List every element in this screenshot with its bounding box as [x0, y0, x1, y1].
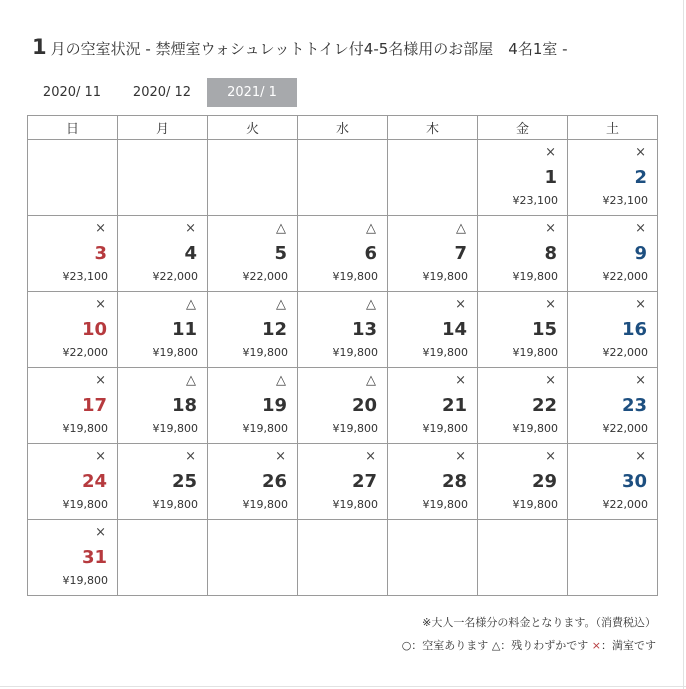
availability-mark: ×	[545, 449, 556, 464]
weekday-tue: 火	[208, 116, 298, 140]
price-note: ※大人一名様分の料金となります。（消費税込）	[422, 616, 656, 629]
availability-mark: △	[366, 221, 376, 236]
day-number: 13	[351, 319, 377, 340]
day-number: 17	[81, 395, 107, 416]
availability-mark: ×	[275, 449, 286, 464]
calendar-day-cell[interactable]	[568, 140, 658, 216]
day-price: ¥19,800	[332, 270, 378, 283]
legend-full-mark: ×	[591, 639, 601, 652]
calendar-empty-cell	[118, 140, 208, 216]
availability-mark: ×	[185, 449, 196, 464]
availability-mark: ×	[635, 449, 646, 464]
weekday-header-row	[28, 116, 658, 140]
calendar-empty-cell	[118, 520, 208, 596]
day-number: 12	[261, 319, 287, 340]
legend-few: △：残りわずかです	[491, 639, 589, 652]
calendar-week-row	[28, 444, 658, 520]
day-price: ¥19,800	[512, 422, 558, 435]
calendar-week-row	[28, 216, 658, 292]
calendar-day-cell[interactable]	[478, 292, 568, 368]
calendar-empty-cell	[388, 140, 478, 216]
day-number: 20	[351, 395, 377, 416]
calendar-day-cell[interactable]	[568, 216, 658, 292]
day-number: 8	[544, 243, 557, 264]
availability-mark: △	[366, 373, 376, 388]
availability-mark: △	[276, 373, 286, 388]
day-price: ¥19,800	[62, 574, 108, 587]
tab-2020-12[interactable]: 2020/ 12	[132, 85, 192, 100]
day-number: 4	[184, 243, 197, 264]
day-number: 22	[531, 395, 557, 416]
availability-mark: ×	[545, 297, 556, 312]
availability-mark: ×	[95, 525, 106, 540]
availability-mark: ×	[635, 373, 646, 388]
day-price: ¥19,800	[422, 346, 468, 359]
day-price: ¥19,800	[512, 346, 558, 359]
day-number: 31	[81, 547, 107, 568]
day-number: 3	[94, 243, 107, 264]
calendar-day-cell[interactable]	[118, 368, 208, 444]
calendar-day-cell[interactable]	[208, 444, 298, 520]
calendar-week-row	[28, 292, 658, 368]
calendar-week-row	[28, 140, 658, 216]
availability-mark: △	[186, 373, 196, 388]
calendar-empty-cell	[208, 520, 298, 596]
page-title	[32, 33, 568, 63]
day-price: ¥19,800	[332, 346, 378, 359]
day-price: ¥19,800	[62, 422, 108, 435]
day-price: ¥19,800	[332, 498, 378, 511]
day-price: ¥19,800	[62, 498, 108, 511]
calendar-week-row	[28, 368, 658, 444]
day-number: 11	[171, 319, 197, 340]
weekday-sat: 土	[568, 116, 658, 140]
weekday-fri: 金	[478, 116, 568, 140]
day-price: ¥23,100	[62, 270, 108, 283]
availability-mark: ×	[95, 373, 106, 388]
day-number: 6	[364, 243, 377, 264]
calendar-day-cell[interactable]	[478, 444, 568, 520]
day-number: 5	[274, 243, 287, 264]
calendar-day-cell[interactable]	[298, 216, 388, 292]
calendar-day-cell[interactable]	[298, 444, 388, 520]
day-price: ¥19,800	[332, 422, 378, 435]
day-number: 26	[261, 471, 287, 492]
weekday-sun: 日	[28, 116, 118, 140]
calendar-day-cell[interactable]	[208, 292, 298, 368]
day-price: ¥19,800	[422, 422, 468, 435]
calendar-empty-cell	[388, 520, 478, 596]
day-number: 16	[621, 319, 647, 340]
calendar-day-cell[interactable]	[568, 368, 658, 444]
calendar-day-cell[interactable]	[118, 444, 208, 520]
day-price: ¥19,800	[422, 270, 468, 283]
day-number: 27	[351, 471, 377, 492]
availability-mark: ×	[455, 373, 466, 388]
day-number: 14	[441, 319, 467, 340]
day-price: ¥22,000	[602, 346, 648, 359]
day-price: ¥19,800	[512, 498, 558, 511]
day-number: 10	[81, 319, 107, 340]
calendar-empty-cell	[208, 140, 298, 216]
calendar-day-cell[interactable]	[478, 140, 568, 216]
calendar-empty-cell	[298, 520, 388, 596]
day-number: 15	[531, 319, 557, 340]
availability-mark: ×	[455, 297, 466, 312]
calendar-day-cell[interactable]	[28, 292, 118, 368]
calendar-day-cell[interactable]	[478, 216, 568, 292]
frame-right-edge	[683, 0, 684, 689]
calendar-day-cell[interactable]	[478, 368, 568, 444]
calendar-day-cell[interactable]	[28, 216, 118, 292]
day-price: ¥19,800	[242, 346, 288, 359]
availability-mark: △	[366, 297, 376, 312]
calendar-day-cell[interactable]	[298, 292, 388, 368]
day-number: 2	[634, 167, 647, 188]
availability-mark: ×	[185, 221, 196, 236]
weekday-mon: 月	[118, 116, 208, 140]
availability-mark: ×	[95, 297, 106, 312]
tab-2020-11[interactable]: 2020/ 11	[42, 85, 102, 100]
day-number: 30	[621, 471, 647, 492]
calendar-day-cell[interactable]	[118, 216, 208, 292]
day-number: 7	[454, 243, 467, 264]
calendar-day-cell[interactable]	[388, 292, 478, 368]
day-number: 29	[531, 471, 557, 492]
day-price: ¥19,800	[512, 270, 558, 283]
title-month: 1	[32, 35, 47, 59]
availability-mark: △	[186, 297, 196, 312]
day-number: 21	[441, 395, 467, 416]
availability-mark: ×	[365, 449, 376, 464]
tab-2021-1[interactable]: 2021/ 1	[207, 78, 297, 107]
day-price: ¥19,800	[242, 422, 288, 435]
calendar-day-cell[interactable]	[388, 444, 478, 520]
calendar-day-cell[interactable]	[388, 368, 478, 444]
availability-mark: ×	[635, 297, 646, 312]
legend-available: ○：空室あります	[401, 639, 489, 652]
availability-mark: △	[276, 297, 286, 312]
availability-mark: ×	[95, 221, 106, 236]
day-price: ¥22,000	[152, 270, 198, 283]
weekday-wed: 水	[298, 116, 388, 140]
calendar-day-cell[interactable]	[298, 368, 388, 444]
day-price: ¥22,000	[62, 346, 108, 359]
calendar-empty-cell	[298, 140, 388, 216]
day-price: ¥23,100	[602, 194, 648, 207]
day-number: 23	[621, 395, 647, 416]
day-price: ¥22,000	[602, 498, 648, 511]
calendar-empty-cell	[478, 520, 568, 596]
day-number: 19	[261, 395, 287, 416]
availability-mark: ×	[455, 449, 466, 464]
frame-bottom-edge	[0, 686, 686, 687]
day-number: 28	[441, 471, 467, 492]
day-price: ¥22,000	[602, 270, 648, 283]
day-number: 25	[171, 471, 197, 492]
availability-mark: ×	[635, 221, 646, 236]
calendar-week-row	[28, 520, 658, 596]
availability-mark: ×	[545, 221, 556, 236]
calendar-day-cell[interactable]	[388, 216, 478, 292]
day-price: ¥22,000	[242, 270, 288, 283]
calendar-body	[28, 140, 658, 596]
day-price: ¥19,800	[152, 422, 198, 435]
availability-calendar	[27, 115, 658, 596]
calendar-day-cell[interactable]	[28, 444, 118, 520]
calendar-day-cell[interactable]	[28, 368, 118, 444]
availability-mark: △	[456, 221, 466, 236]
day-number: 1	[544, 167, 557, 188]
calendar-empty-cell	[28, 140, 118, 216]
calendar-empty-cell	[568, 520, 658, 596]
month-tabs	[27, 78, 297, 107]
day-price: ¥19,800	[152, 346, 198, 359]
day-price: ¥19,800	[422, 498, 468, 511]
day-price: ¥22,000	[602, 422, 648, 435]
availability-mark: ×	[95, 449, 106, 464]
day-price: ¥19,800	[152, 498, 198, 511]
availability-mark: △	[276, 221, 286, 236]
availability-mark: ×	[635, 145, 646, 160]
calendar-day-cell[interactable]	[208, 216, 298, 292]
title-text: 月の空室状況 - 禁煙室ウォシュレットトイレ付4-5名様用のお部屋 4名1室 -	[50, 40, 568, 58]
day-number: 24	[81, 471, 107, 492]
availability-mark: ×	[545, 373, 556, 388]
calendar-day-cell[interactable]	[118, 292, 208, 368]
calendar-day-cell[interactable]	[568, 444, 658, 520]
weekday-thu: 木	[388, 116, 478, 140]
day-price: ¥23,100	[512, 194, 558, 207]
calendar-day-cell[interactable]	[568, 292, 658, 368]
calendar-day-cell[interactable]	[28, 520, 118, 596]
day-number: 9	[634, 243, 647, 264]
availability-legend	[402, 637, 656, 653]
availability-mark: ×	[545, 145, 556, 160]
calendar-day-cell[interactable]	[208, 368, 298, 444]
legend-full: ：満室です	[601, 639, 656, 652]
day-number: 18	[171, 395, 197, 416]
day-price: ¥19,800	[242, 498, 288, 511]
